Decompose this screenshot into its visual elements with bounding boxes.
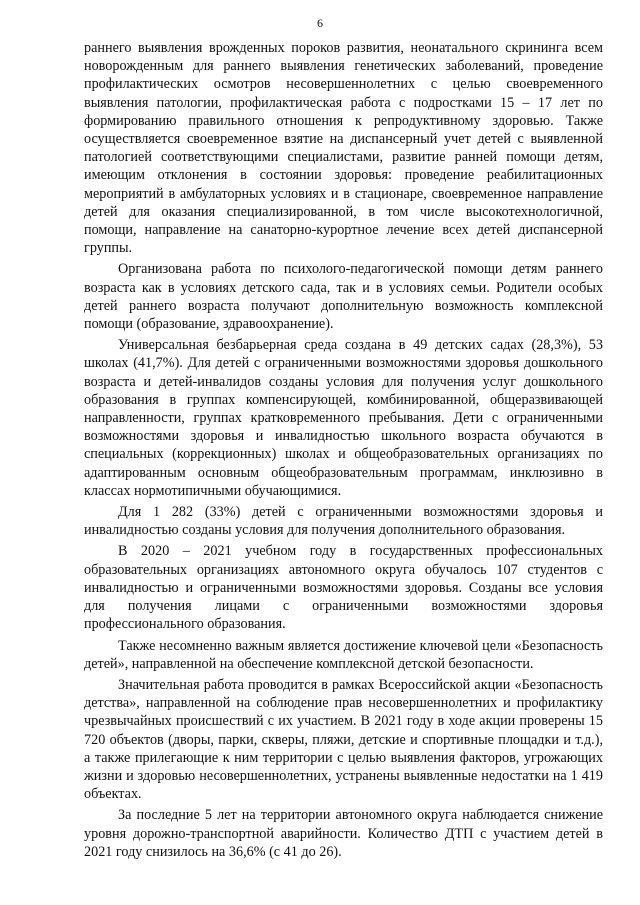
paragraph: Для 1 282 (33%) детей с ограниченными возможностями здоровья и инвалидностью созданы условия для получения дополнительного образования. <box>84 504 603 539</box>
paragraph: Также несомненно важным является достижение ключевой цели «Безопасность детей», направленной на обеспечение комплексной детской безопасности. <box>84 637 603 672</box>
paragraph: В 2020 – 2021 учебном году в государственных профессиональных образовательных организациях автономного округа обучалось 107 студентов с инвалидностью и ограниченными возможностями здоровья. Созданы все условия для получения лицами с ограниченными возможностями здоровья профессионального образования. <box>84 543 603 633</box>
paragraph: Значительная работа проводится в рамках Всероссийской акции «Безопасность детства», направленной на соблюдение прав несовершеннолетних и профилактику чрезвычайных происшествий с их участием. В 2021 году в ходе акции проверены 15 720 объектов (дворы, парки, скверы, пляжи, детские и спортивные площадки и т.д.), а также прилегающие к ним территории с целью выявления факторов, угрожающих жизни и здоровью несовершеннолетних, устранены выявленные недостатки на 1 419 объектах. <box>84 676 603 803</box>
page-number: 6 <box>317 16 323 30</box>
paragraph: За последние 5 лет на территории автономного округа наблюдается снижение уровня дорожно-транспортной аварийности. Количество ДТП с участием детей в 2021 году снизилось на 36,6% (с 41 до 26). <box>84 807 603 860</box>
paragraph: Универсальная безбарьерная среда создана в 49 детских садах (28,3%), 53 школах (41,7%). Для детей с ограниченными возможностями здоровья дошкольного возраста и детей-инвалидов созданы условия для получения услуг дошкольного образования в группах компенсирующей, комбинированной, общеразвивающей направленности, группах кратковременного пребывания. Дети с ограниченными возможностями здоровья и инвалидностью школьного возраста обучаются в специальных (коррекционных) школах и общеобразовательных организациях по адаптированным основным общеобразовательным программам, инклюзивно в классах нормотипичными обучающимися. <box>84 337 603 499</box>
body-text <box>84 39 603 861</box>
paragraph-continued: раннего выявления врожденных пороков развития, неонатального скрининга всем новорожденным для раннего выявления генетических заболеваний, проведение профилактических осмотров несовершеннолетних с целью своевременного выявления патологии, профилактическая работа с подростками 15 – 17 лет по формированию правильного отношения к репродуктивному здоровью. Также осуществляется своевременное взятие на диспансерный учет детей с выявленной патологией соответствующими специалистами, развитие ранней помощи детям, имеющим отклонения в состоянии здоровья: проведение реабилитационных мероприятий в амбулаторных условиях и в стационаре, своевременное направление детей для оказания специализированной, в том числе высокотехнологичной, помощи, направление на санаторно-курортное лечение всех детей диспансерной группы. <box>84 40 603 257</box>
paragraph: Организована работа по психолого-педагогической помощи детям раннего возраста как в условиях детского сада, так и в условиях семьи. Родители особых детей раннего возраста получают дополнительную возможность комплексной помощи (образование, здравоохранение). <box>84 261 603 333</box>
